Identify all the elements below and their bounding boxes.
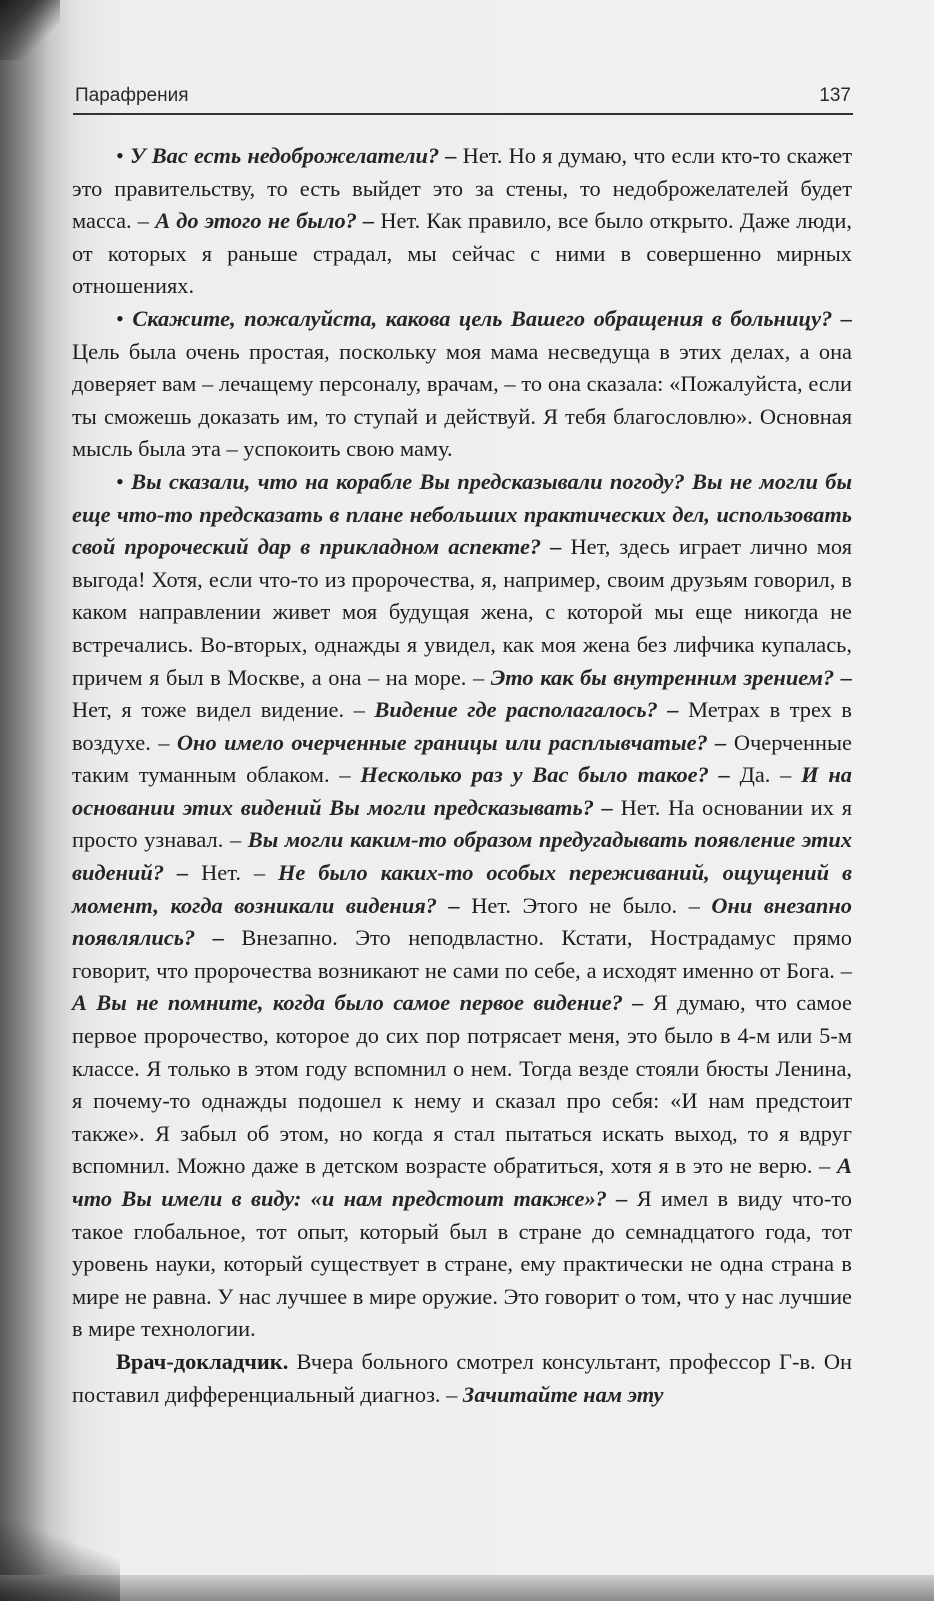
interviewer-question: Вы сказали, что на корабле Вы предсказывали погоду? Вы не могли бы еще что-то предсказать в плане небольших практических дел, использовать свой пророческий дар в прикладном аспекте? – [72,468,852,560]
interviewer-question: Вы могли каким-то образом предугадывать появление этих видений? – [72,827,853,886]
paragraph [72,1346,852,1411]
patient-answer: Нет, я тоже видел видение. – [72,697,375,723]
patient-answer: Очерченные таким туманным облаком. – [72,729,852,788]
patient-answer: Я имел в виду что-то такое глобальное, тот опыт, который был в стране до семнадцатого года, тот уровень науки, который существует в стране, ему практически не одна страна в мире не равна. У нас лучшее в мире оружие. Это говорит о том, что у нас лучшие в мире технологии. [72,1186,852,1342]
patient-answer: Нет. Этого не было. – [471,892,712,918]
patient-answer: Цель была очень простая, поскольку моя мама несведуща в этих делах, а она доверяет вам – лечащему персоналу, врачам, – то она сказала: «Пожалуйста, если ты сможешь доказать им, то ступай и действуй. Я тебя благословлю». Основная мысль была эта – успокоить свою маму. [72,338,852,462]
interviewer-question: Зачитайте нам эту [462,1381,664,1407]
patient-answer: Вчера больного смотрел консультант, профессор Г-в. Он поставил дифференциальный диагноз. – [72,1348,852,1407]
paragraph [72,303,852,466]
interviewer-question: А что Вы имели в виду: «и нам предстоит также»? – [72,1153,852,1211]
patient-answer: Нет. – [201,860,279,886]
interviewer-question: И на основании этих видений Вы могли предсказывать? – [72,762,853,820]
interviewer-question: Скажите, пожалуйста, какова цель Вашего обращения в больницу? – [132,305,852,331]
patient-answer: Метрах в трех в воздухе. – [72,697,852,755]
patient-answer: Я думаю, что самое первое пророчество, которое до сих пор потрясает меня, это было в 4-м или 5-м классе. Я только в этом году вспомнил о нем. Тогда везде стояли бюсты Ленина, я почему-то однажды подошел к нему и сказал про себя: «И нам предстоит также». Я забыл об этом, но когда я стал пытаться искать выход, то я вдруг вспомнил. Можно даже в детском возрасте обратиться, хотя я в это не верю. – [72,990,852,1179]
body-text [72,140,852,1411]
bullet-marker: • [116,143,124,168]
page-number: 137 [819,85,851,106]
interviewer-question: Они внезапно появлялись? – [72,892,852,951]
interviewer-question: А до этого не было? – [155,208,381,234]
page-bottom-edge [0,1575,934,1601]
paragraph [72,466,852,1346]
interviewer-question: У Вас есть недоброжелатели? – [130,143,463,168]
page-bottom-shadow [0,1521,120,1601]
patient-answer: Нет. Но я думаю, что если кто-то скажет это правительству, то есть выйдет это за стены, то недоброжелателей будет масса. – [72,143,852,234]
patient-answer: Нет. На основании их я просто узнавал. – [72,794,852,853]
bullet-marker: • [116,305,124,331]
running-title: Парафрения [75,85,189,106]
patient-answer: Внезапно. Это неподвластно. Кстати, Нострадамус прямо говорит, что пророчества возникают не сами по себе, а исходят именно от Бога. – [72,925,852,983]
interviewer-question: Оно имело очерченные границы или расплывчатые? – [176,729,734,755]
speaker-label: Врач-докладчик. [116,1348,289,1374]
running-head [73,83,853,115]
bullet-marker: • [116,468,124,494]
patient-answer: Да. – [739,762,802,788]
page-corner-shadow [0,0,60,60]
interviewer-question: Это как бы внутренним зрением? – [490,664,852,690]
interviewer-question: А Вы не помните, когда было самое первое видение? – [72,990,653,1016]
interviewer-question: Несколько раз у Вас было такое? – [360,762,740,788]
interviewer-question: Видение где располагалось? – [374,697,689,723]
paragraph [72,140,852,303]
patient-answer: Нет. Как правило, все было открыто. Даже люди, от которых я раньше страдал, мы сейчас с ними в совершенно мирных отношениях. [72,208,852,299]
interviewer-question: Не было каких-то особых переживаний, ощущений в момент, когда возникали видения? – [72,860,852,918]
patient-answer: Нет, здесь играет лично моя выгода! Хотя, если что-то из пророчества, я, например, своим друзьям говорил, в каком направлении живет моя будущая жена, с которой мы еще никогда не встречались. Во-вторых, однажды я увидел, как моя жена без лифчика купалась, причем я был в Москве, а она – на море. – [72,534,852,690]
